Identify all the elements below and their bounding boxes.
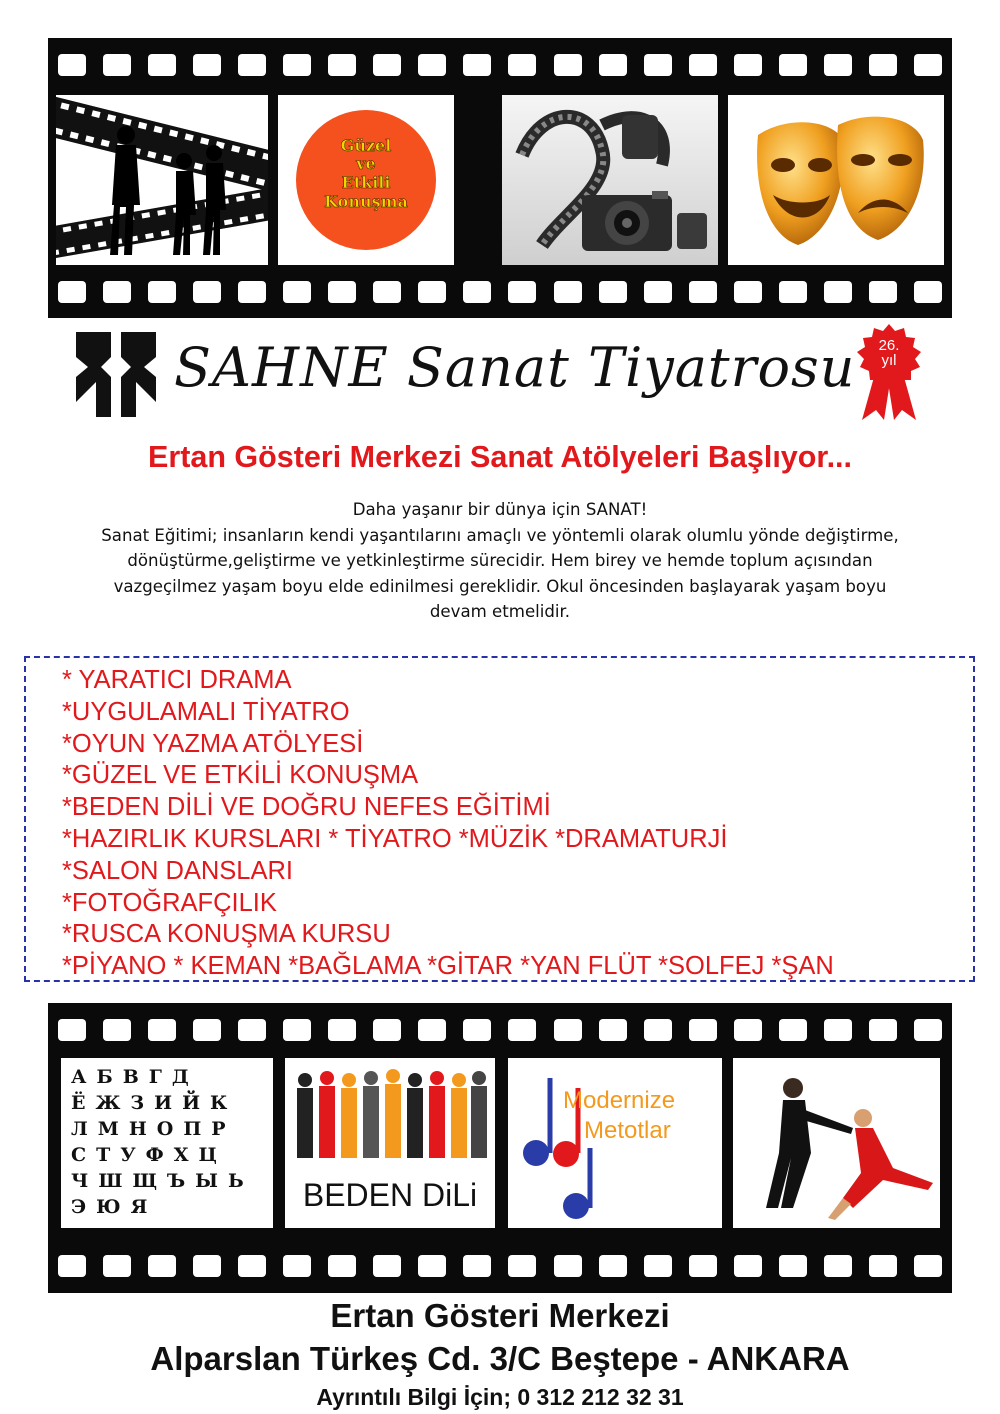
film-perforations-bottom — [58, 1255, 942, 1277]
cyrillic-row: СТУФХЦ — [71, 1144, 227, 1166]
venue-name: Ertan Gösteri Merkezi — [330, 1297, 670, 1334]
intro-line-1: Daha yaşanır bir dünya için SANAT! — [352, 500, 648, 519]
venue-address: Alparslan Türkeş Cd. 3/C Beştepe - ANKARA — [150, 1340, 850, 1377]
brand-name: SAHNE Sanat Tiyatrosu — [174, 336, 856, 399]
theatre-logo-row — [66, 322, 936, 432]
film-silhouettes-image — [56, 95, 268, 265]
beden-dili-label: BEDEN DiLi — [302, 1177, 478, 1213]
bottom-film-strip — [48, 1003, 952, 1293]
theatre-masks-image — [728, 95, 944, 265]
badge-line-2: ve — [356, 154, 376, 173]
cyrillic-row: ЛМНОПР — [71, 1118, 236, 1140]
intro-line-4: vazgeçilmez yaşam boyu elde edinilmesi gereklidir. Okul öncesinden başlayarak yaşam boyu — [113, 576, 887, 596]
badge-line-4: Konuşma — [324, 192, 408, 211]
course-item: *PİYANO * KEMAN *BAĞLAMA *GİTAR *YAN FLÜT *SOLFEJ *ŞAN — [62, 952, 834, 981]
dancers-image — [733, 1058, 940, 1228]
course-item: *HAZIRLIK KURSLARI * TİYATRO *MÜZİK *DRAMATURJİ — [62, 824, 728, 853]
badge-line-3: Etkili — [341, 173, 391, 192]
intro-line-3: dönüştürme,geliştirme ve yetkinleştirme sürecidir. Hem birey ve hemde toplum açısından — [127, 551, 873, 570]
cyrillic-row: ЁЖЗИЙК — [71, 1092, 238, 1114]
film-perforations-top — [58, 54, 942, 76]
headline: Ertan Gösteri Merkezi Sanat Atölyeleri Başlıyor... — [147, 440, 853, 474]
intro-paragraph — [6, 497, 994, 625]
beden-dili-image — [285, 1058, 495, 1228]
cyrillic-row: ЧШЩЪЫЬ — [71, 1170, 254, 1192]
course-item: *SALON DANSLARI — [62, 856, 293, 885]
intro-line-5: devam etmelidir. — [429, 602, 571, 621]
guzel-etkili-konusma-frame — [278, 95, 454, 265]
camera-film-image — [502, 95, 718, 265]
course-item: *GÜZEL VE ETKİLİ KONUŞMA — [62, 761, 419, 790]
modernize-metotlar-image — [508, 1058, 722, 1228]
metotlar-text: Metotlar — [584, 1117, 671, 1144]
contact-phone: Ayrıntılı Bilgi İçin; 0 312 212 32 31 — [316, 1384, 684, 1410]
course-list — [62, 665, 834, 983]
course-item: *UYGULAMALI TİYATRO — [62, 697, 350, 726]
course-item: * YARATICI DRAMA — [62, 666, 292, 694]
anniversary-number: 26. — [878, 337, 900, 354]
course-item: *RUSCA KONUŞMA KURSU — [62, 920, 391, 949]
intro-line-2: Sanat Eğitimi; insanların kendi yaşantılarını amaçlı ve yöntemli olarak olumlu yönde değiştirme, — [101, 525, 899, 545]
film-perforations-bottom — [58, 281, 942, 303]
cyrillic-alphabet-image — [61, 1058, 273, 1228]
modernize-text: Modernize — [563, 1087, 676, 1114]
badge-line-1: Güzel — [340, 136, 392, 155]
sahne-logo-icon — [66, 322, 166, 422]
cyrillic-row: ЭЮЯ — [71, 1196, 158, 1218]
cyrillic-row: АБВГД — [71, 1066, 199, 1088]
film-perforations-top — [58, 1019, 942, 1041]
anniversary-label: yıl — [881, 352, 897, 369]
course-item: *BEDEN DİLİ VE DOĞRU NEFES EĞİTİMİ — [62, 793, 551, 822]
course-item: *FOTOĞRAFÇILIK — [62, 888, 277, 917]
top-film-strip — [48, 38, 952, 318]
course-item: *OYUN YAZMA ATÖLYESİ — [62, 729, 364, 758]
